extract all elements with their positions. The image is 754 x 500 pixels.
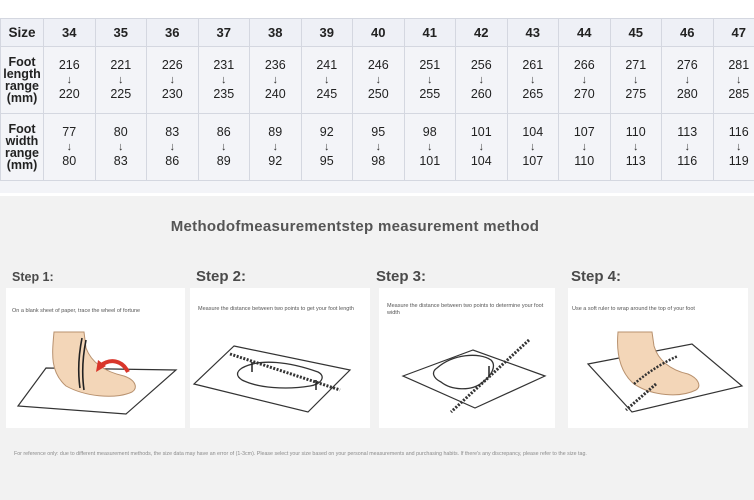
length-cell bbox=[353, 47, 405, 114]
arrow-down-icon: ↓ bbox=[324, 73, 330, 86]
foot-width-row bbox=[1, 114, 754, 181]
length-from: 216 bbox=[58, 58, 80, 73]
arrow-down-icon: ↓ bbox=[169, 140, 175, 153]
width-to: 104 bbox=[470, 154, 492, 169]
length-from: 226 bbox=[161, 58, 183, 73]
arrow-down-icon: ↓ bbox=[118, 73, 124, 86]
width-from: 98 bbox=[422, 125, 437, 140]
length-to: 265 bbox=[522, 87, 544, 102]
step-1-desc: On a blank sheet of paper, trace the wheel of fortune bbox=[12, 308, 141, 314]
length-to: 285 bbox=[728, 87, 750, 102]
width-to: 95 bbox=[319, 154, 334, 169]
size-39: 39 bbox=[301, 19, 353, 47]
width-cell bbox=[44, 114, 96, 181]
width-from: 83 bbox=[165, 125, 180, 140]
width-from: 110 bbox=[625, 125, 646, 140]
width-cell bbox=[610, 114, 662, 181]
size-47: 47 bbox=[713, 19, 754, 47]
width-to: 89 bbox=[216, 154, 231, 169]
ruler-width-icon bbox=[379, 288, 555, 428]
foot-width-label: Foot width range (mm) bbox=[1, 114, 44, 181]
width-cell bbox=[301, 114, 353, 181]
size-36: 36 bbox=[147, 19, 199, 47]
length-from: 281 bbox=[728, 58, 750, 73]
width-to: 110 bbox=[574, 154, 595, 169]
length-cell bbox=[404, 47, 456, 114]
length-to: 245 bbox=[316, 87, 338, 102]
width-to: 86 bbox=[165, 154, 180, 169]
width-from: 95 bbox=[371, 125, 386, 140]
length-cell bbox=[301, 47, 353, 114]
arrow-down-icon: ↓ bbox=[736, 140, 742, 153]
width-from: 113 bbox=[677, 125, 698, 140]
step-2-desc: Measure the distance between two points to get your foot length bbox=[198, 306, 354, 312]
foot-length-label: Foot length range (mm) bbox=[1, 47, 44, 114]
length-to: 225 bbox=[110, 87, 132, 102]
width-to: 107 bbox=[522, 154, 544, 169]
width-to: 83 bbox=[113, 154, 128, 169]
soft-ruler-icon bbox=[568, 288, 748, 428]
arrow-down-icon: ↓ bbox=[118, 140, 124, 153]
width-from: 116 bbox=[728, 125, 749, 140]
width-cell bbox=[456, 114, 508, 181]
step-3-illustration bbox=[379, 288, 555, 428]
length-to: 230 bbox=[161, 87, 183, 102]
length-from: 261 bbox=[522, 58, 544, 73]
step-4-illustration bbox=[568, 288, 748, 428]
step-4-desc: Use a soft ruler to wrap around the top of your foot bbox=[572, 306, 695, 312]
length-from: 231 bbox=[213, 58, 235, 73]
length-cell bbox=[44, 47, 96, 114]
length-to: 255 bbox=[419, 87, 441, 102]
length-cell bbox=[662, 47, 714, 114]
ruler-length-icon bbox=[190, 288, 370, 428]
size-46: 46 bbox=[662, 19, 714, 47]
size-41: 41 bbox=[404, 19, 456, 47]
arrow-down-icon: ↓ bbox=[66, 73, 72, 86]
size-43: 43 bbox=[507, 19, 559, 47]
arrow-down-icon: ↓ bbox=[375, 73, 381, 86]
length-from: 266 bbox=[573, 58, 595, 73]
step-1-illustration bbox=[6, 288, 185, 428]
length-to: 270 bbox=[573, 87, 595, 102]
length-from: 236 bbox=[264, 58, 286, 73]
width-to: 116 bbox=[677, 154, 698, 169]
width-from: 107 bbox=[573, 125, 595, 140]
arrow-down-icon: ↓ bbox=[324, 140, 330, 153]
arrow-down-icon: ↓ bbox=[66, 140, 72, 153]
size-44: 44 bbox=[559, 19, 611, 47]
width-from: 86 bbox=[216, 125, 231, 140]
size-45: 45 bbox=[610, 19, 662, 47]
length-from: 246 bbox=[367, 58, 389, 73]
step-3-desc: Measure the distance between two points to determine your foot width bbox=[387, 303, 544, 316]
arrow-down-icon: ↓ bbox=[375, 140, 381, 153]
length-cell bbox=[95, 47, 147, 114]
arrow-down-icon: ↓ bbox=[581, 73, 587, 86]
length-to: 280 bbox=[676, 87, 698, 102]
arrow-down-icon: ↓ bbox=[427, 140, 433, 153]
size-34: 34 bbox=[44, 19, 96, 47]
width-cell bbox=[404, 114, 456, 181]
size-38: 38 bbox=[250, 19, 302, 47]
arrow-down-icon: ↓ bbox=[530, 140, 536, 153]
width-from: 104 bbox=[522, 125, 544, 140]
arrow-down-icon: ↓ bbox=[684, 140, 690, 153]
length-to: 235 bbox=[213, 87, 235, 102]
width-cell bbox=[713, 114, 754, 181]
length-cell bbox=[610, 47, 662, 114]
size-40: 40 bbox=[353, 19, 405, 47]
length-cell bbox=[250, 47, 302, 114]
foot-length-row bbox=[1, 47, 754, 114]
width-cell bbox=[250, 114, 302, 181]
arrow-down-icon: ↓ bbox=[221, 73, 227, 86]
width-from: 80 bbox=[113, 125, 128, 140]
length-cell bbox=[198, 47, 250, 114]
length-from: 256 bbox=[470, 58, 492, 73]
length-to: 240 bbox=[264, 87, 286, 102]
arrow-down-icon: ↓ bbox=[169, 73, 175, 86]
step-2-title: Step 2: bbox=[196, 268, 247, 285]
size-42: 42 bbox=[456, 19, 508, 47]
width-cell bbox=[198, 114, 250, 181]
arrow-down-icon: ↓ bbox=[272, 140, 278, 153]
width-from: 77 bbox=[62, 125, 77, 140]
length-from: 251 bbox=[419, 58, 441, 73]
arrow-down-icon: ↓ bbox=[530, 73, 536, 86]
length-to: 250 bbox=[367, 87, 389, 102]
arrow-down-icon: ↓ bbox=[272, 73, 278, 86]
length-cell bbox=[507, 47, 559, 114]
width-to: 92 bbox=[268, 154, 283, 169]
width-cell bbox=[353, 114, 405, 181]
step-1-title: Step 1: bbox=[12, 270, 54, 284]
width-to: 80 bbox=[62, 154, 77, 169]
width-from: 89 bbox=[268, 125, 283, 140]
length-cell bbox=[147, 47, 199, 114]
arrow-down-icon: ↓ bbox=[684, 73, 690, 86]
length-cell bbox=[559, 47, 611, 114]
width-cell bbox=[507, 114, 559, 181]
width-from: 92 bbox=[319, 125, 334, 140]
size-header-row bbox=[1, 19, 754, 47]
size-35: 35 bbox=[95, 19, 147, 47]
arrow-down-icon: ↓ bbox=[427, 73, 433, 86]
length-to: 260 bbox=[470, 87, 492, 102]
width-to: 119 bbox=[728, 154, 749, 169]
size-37: 37 bbox=[198, 19, 250, 47]
length-cell bbox=[713, 47, 754, 114]
size-table bbox=[0, 18, 754, 181]
measurement-title: Methodofmeasurementstep measurement method bbox=[170, 218, 540, 235]
arrow-down-icon: ↓ bbox=[633, 140, 639, 153]
measurement-panel bbox=[0, 196, 754, 500]
width-to: 98 bbox=[371, 154, 386, 169]
arrow-down-icon: ↓ bbox=[478, 140, 484, 153]
arrow-down-icon: ↓ bbox=[478, 73, 484, 86]
width-to: 101 bbox=[419, 154, 441, 169]
step-3-title: Step 3: bbox=[376, 268, 427, 285]
size-header-label: Size bbox=[1, 19, 44, 47]
length-from: 221 bbox=[110, 58, 132, 73]
length-to: 275 bbox=[625, 87, 647, 102]
length-from: 271 bbox=[625, 58, 647, 73]
step-2-illustration bbox=[190, 288, 370, 428]
length-cell bbox=[456, 47, 508, 114]
arrow-down-icon: ↓ bbox=[221, 140, 227, 153]
step-4-title: Step 4: bbox=[571, 268, 622, 285]
width-from: 101 bbox=[470, 125, 492, 140]
size-chart bbox=[0, 18, 754, 193]
length-to: 220 bbox=[58, 87, 80, 102]
length-from: 241 bbox=[316, 58, 338, 73]
width-cell bbox=[147, 114, 199, 181]
width-cell bbox=[95, 114, 147, 181]
arrow-down-icon: ↓ bbox=[633, 73, 639, 86]
footnote: For reference only: due to different measurement methods, the size data may have an error of (1-3cm). Please select your size based on your personal measurements and purchasing habits. If there's any discrepancy, please refer to the size tag. bbox=[14, 451, 587, 457]
arrow-down-icon: ↓ bbox=[581, 140, 587, 153]
arrow-down-icon: ↓ bbox=[736, 73, 742, 86]
width-to: 113 bbox=[625, 154, 646, 169]
length-from: 276 bbox=[676, 58, 698, 73]
width-cell bbox=[662, 114, 714, 181]
width-cell bbox=[559, 114, 611, 181]
trace-foot-icon bbox=[6, 288, 185, 428]
